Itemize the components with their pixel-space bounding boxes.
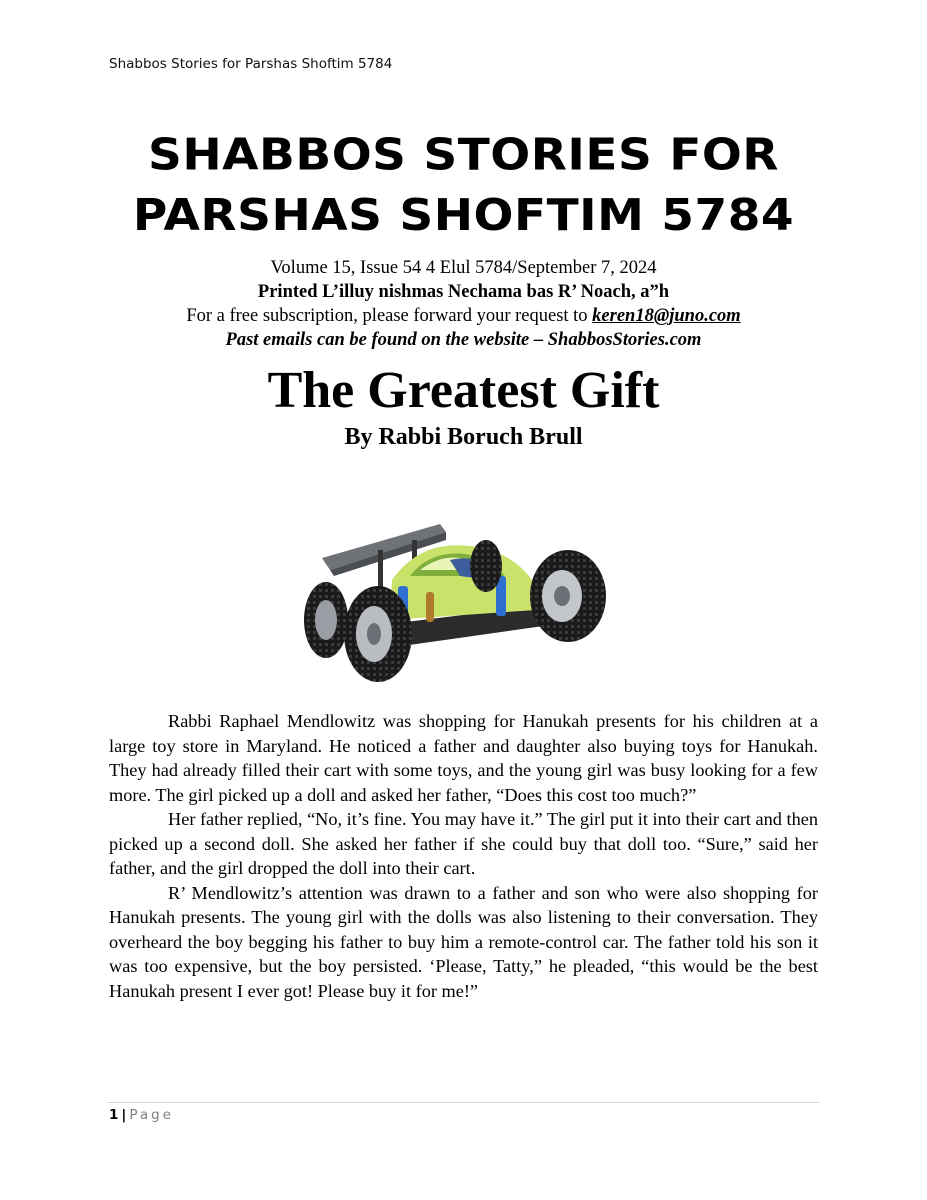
page-number: 1 bbox=[109, 1107, 119, 1123]
website-line: Past emails can be found on the website – ShabbosStories.com bbox=[225, 330, 702, 350]
story-paragraph-1: Rabbi Raphael Mendlowitz was shopping for Hanukah presents for his children at a large toy store in Maryland. He noticed a father and daughter also buying toys for Hanukah. They had already filled their cart with some toys, and the young girl was busy looking for a few more. The girl picked up a doll and asked her father, “Does this cost too much?” bbox=[109, 711, 818, 805]
footer-separator: | bbox=[121, 1107, 127, 1123]
page-footer bbox=[109, 1107, 174, 1123]
story-title: The Greatest Gift bbox=[267, 362, 660, 419]
masthead-line-2: PARSHAS SHOFTIM 5784 bbox=[132, 190, 795, 242]
page-label: Page bbox=[129, 1107, 175, 1123]
story-paragraph-2: Her father replied, “No, it’s fine. You may have it.” The girl put it into their cart and then picked up a second doll. She asked her father if she could buy that doll too. “Sure,” said her father, and the girl dropped the doll into their cart. bbox=[109, 809, 818, 878]
remote-control-car-icon bbox=[300, 510, 612, 690]
masthead bbox=[0, 125, 927, 246]
dedication-line: Printed L’illuy nishmas Nechama bas R’ Noach, a”h bbox=[257, 282, 670, 302]
story-byline: By Rabbi Boruch Brull bbox=[344, 424, 583, 450]
subscription-line bbox=[0, 304, 927, 328]
story-body bbox=[109, 709, 818, 1003]
subscription-email-link[interactable]: keren18@juno.com bbox=[592, 306, 741, 326]
footer-divider bbox=[107, 1102, 820, 1103]
running-header: Shabbos Stories for Parshas Shoftim 5784 bbox=[109, 56, 393, 72]
masthead-line-1: SHABBOS STORIES FOR bbox=[148, 129, 779, 181]
story-paragraph-3: R’ Mendlowitz’s attention was drawn to a father and son who were also shopping for Hanukah presents. The young girl with the dolls was also listening to their conversation. They overheard the boy begging his father to buy him a remote-control car. The father told his son it was too expensive, but the boy persisted. ‘Please, Tatty,” he pleaded, “this would be the best Hanukah present I ever got! Please buy it for me!” bbox=[109, 882, 818, 1001]
volume-line: Volume 15, Issue 54 4 Elul 5784/September 7, 2024 bbox=[270, 258, 657, 278]
subscription-text: For a free subscription, please forward your request to bbox=[186, 306, 593, 326]
